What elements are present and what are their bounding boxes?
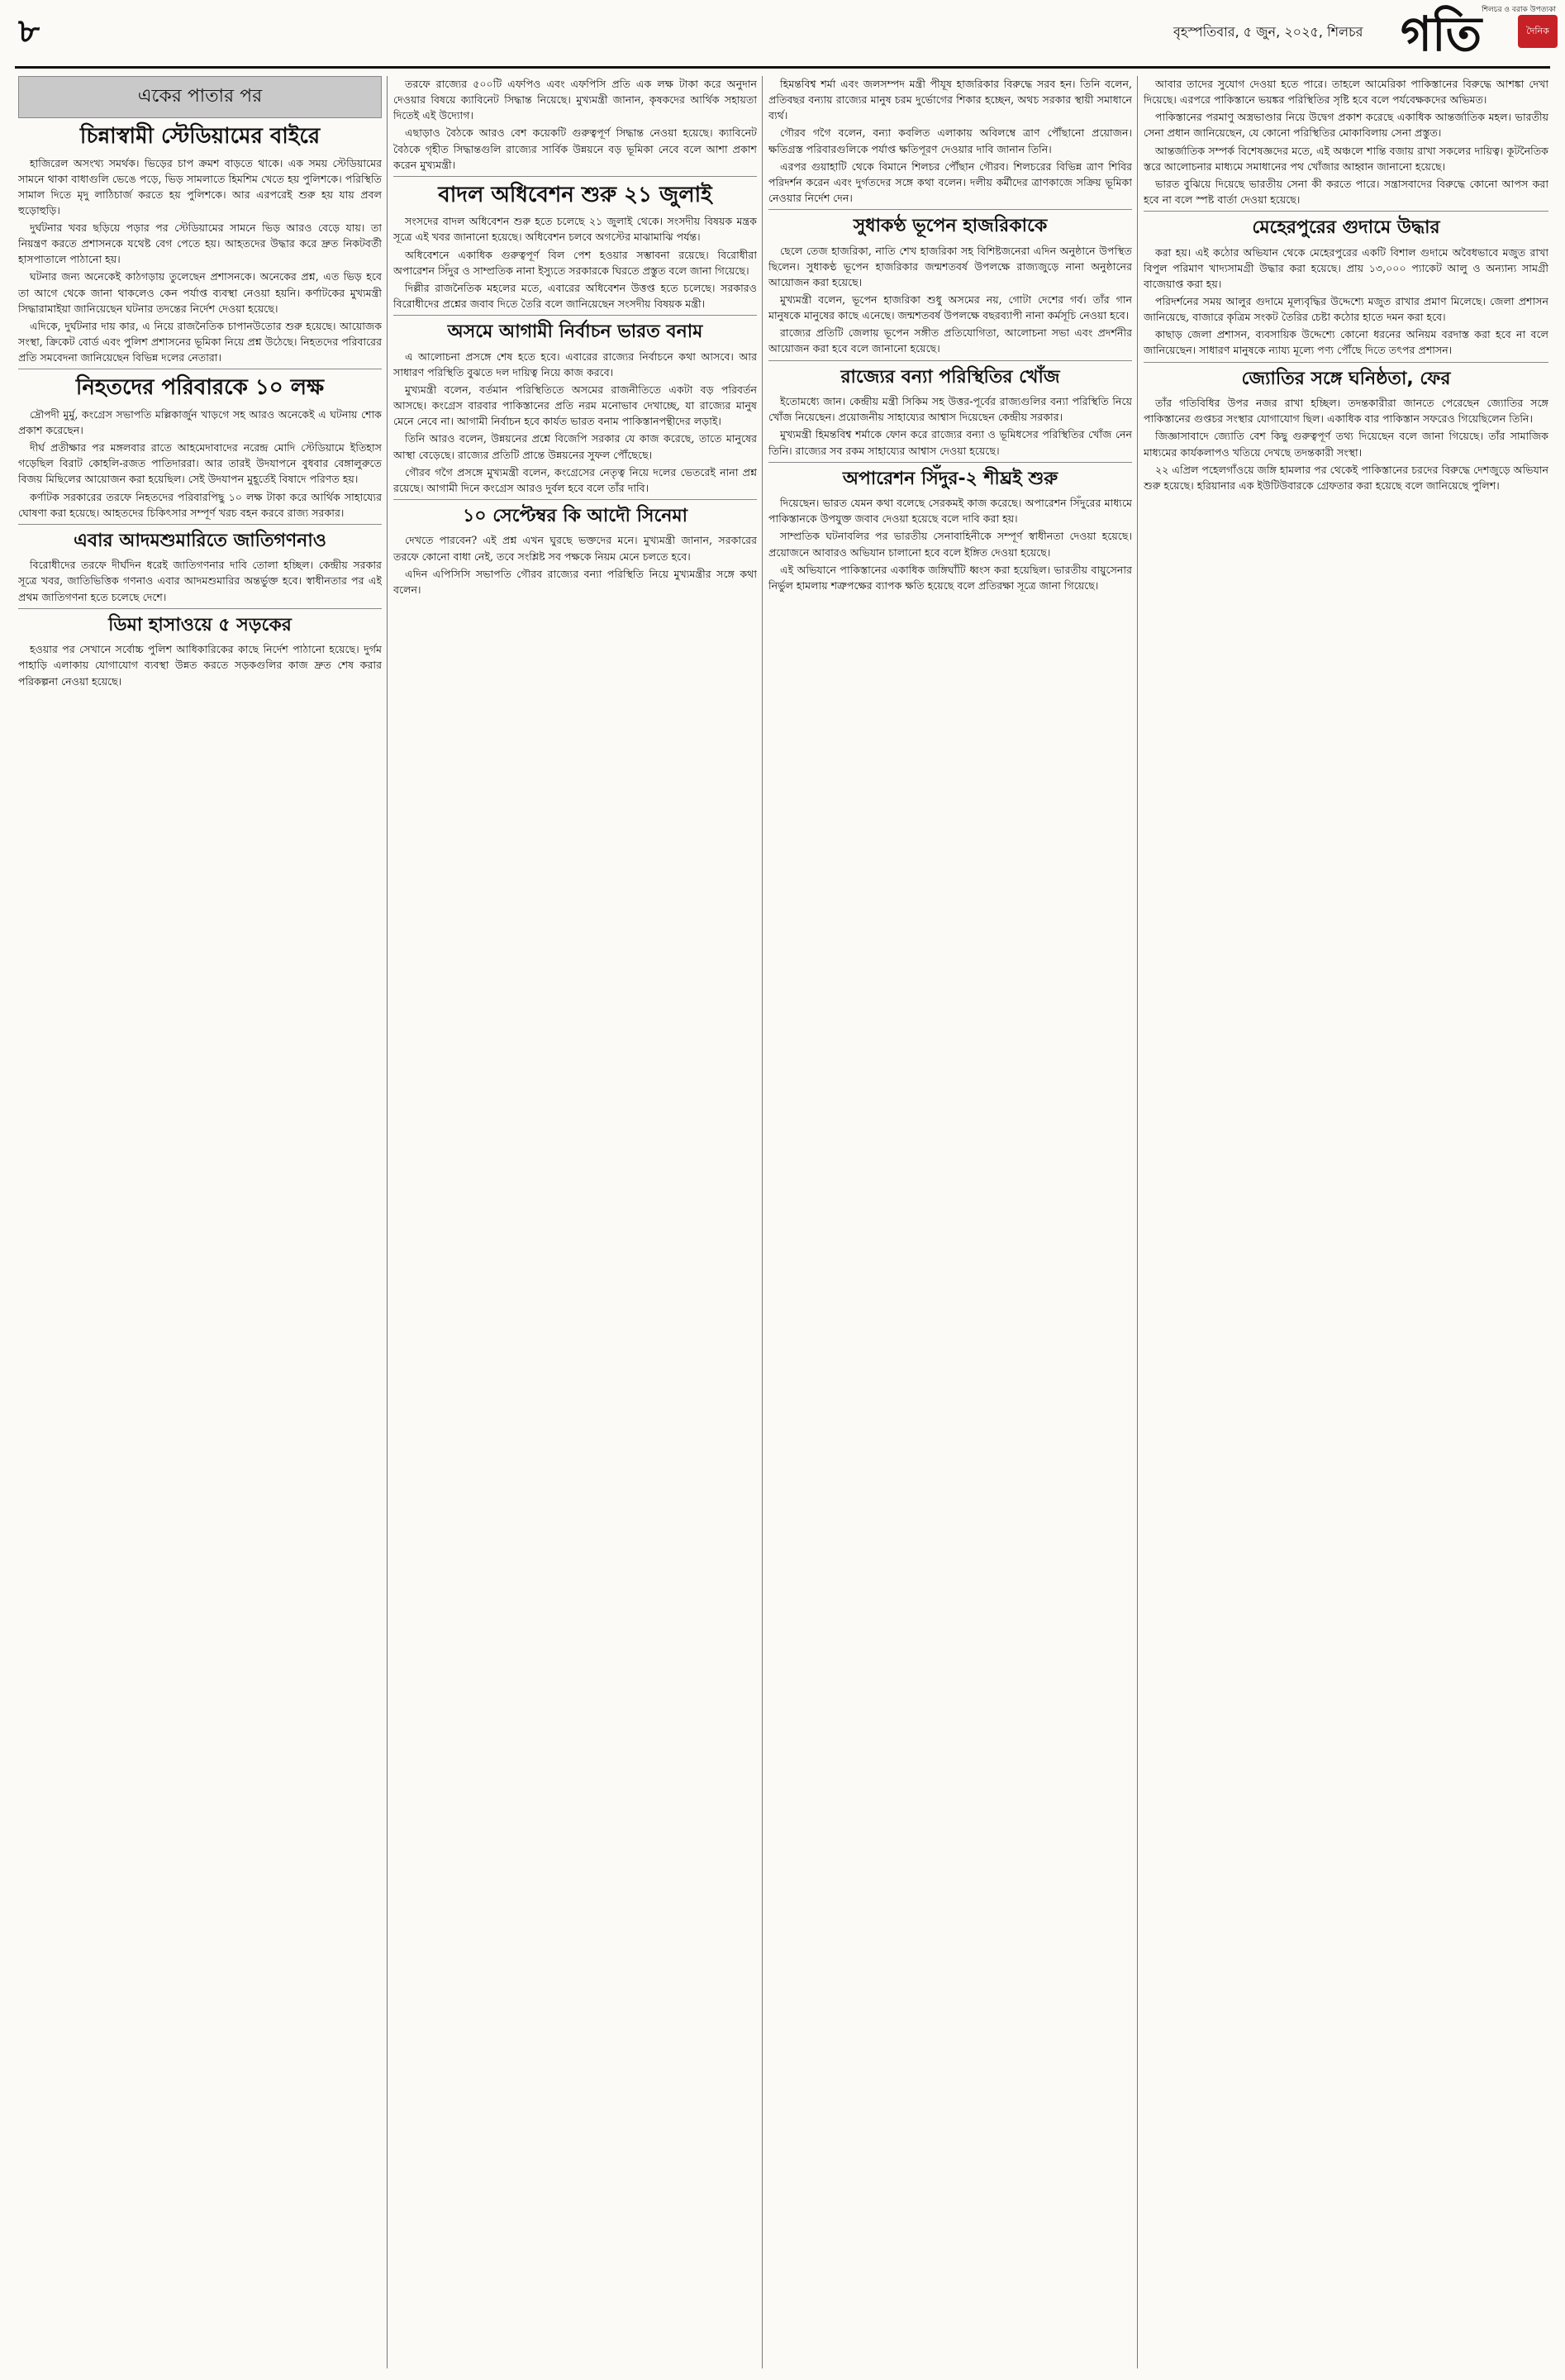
paragraph: ২২ এপ্রিল পহেলগাঁওয়ে জঙ্গি হামলার পর থেকেই পাকিস্তানের চরদের বিরুদ্ধে দেশজুড়ে অভিযান শুরু হয়েছে। হরিয়ানার এক ইউটিউবারকে গ্রেফতার করা হয়েছে বলে জানিয়েছে পুলিশ। xyxy=(1144,463,1548,492)
page-number: ৮ xyxy=(18,12,40,50)
paragraph: দিল্লীর রাজনৈতিক মহলের মতে, এবারের অধিবেশন উত্তপ্ত হতে চলেছে। সরকারও বিরোধীদের প্রশ্নের জবাব দিতে তৈরি বলে জানিয়েছেন সংসদীয় বিষয়ক মন্ত্রী। xyxy=(393,281,757,311)
paragraph: এরপর গুয়াহাটি থেকে বিমানে শিলচর পৌঁছান গৌরব। শিলচরের বিভিন্ন ত্রাণ শিবির পরিদর্শন করেন এবং দুর্গতদের সঙ্গে কথা বলেন। দলীয় কর্মীদের ত্রাণকাজে সক্রিয় ভূমিকা নেওয়ার নির্দেশ দেন। xyxy=(768,159,1132,204)
article-body xyxy=(768,76,1132,206)
paragraph: ভারত বুঝিয়ে দিয়েছে ভারতীয় সেনা কী করতে পারে। সন্ত্রাসবাদের বিরুদ্ধে কোনো আপস করা হবে না বলে স্পষ্ট বার্তা দেওয়া হয়েছে। xyxy=(1144,177,1548,206)
logo-tag: দৈনিক xyxy=(1518,15,1558,48)
headline: রাজ্যের বন্যা পরিস্থিতির খোঁজ xyxy=(840,366,1060,388)
paragraph: দ্রৌপদী মুর্মু, কংগ্রেস সভাপতি মল্লিকার্জুন খাড়গে সহ আরও অনেকেই এ ঘটনায় শোক প্রকাশ করেছেন। xyxy=(18,407,382,436)
paragraph: হিমন্তবিশ্ব শর্মা এবং জলসম্পদ মন্ত্রী পীযূষ হাজরিকার বিরুদ্ধে সরব হন। তিনি বলেন, প্রতিবছর বন্যায় রাজ্যের মানুষ চরম দুর্ভোগের শিকার হচ্ছেন, অথচ সরকার স্থায়ী সমাধানে ব্যর্থ। xyxy=(768,78,1132,122)
headline: মেহেরপুরের গুদামে উদ্ধার xyxy=(1252,217,1440,239)
paragraph: করা হয়। এই কঠোর অভিযান থেকে মেহেরপুরের একটি বিশাল গুদামে অবৈধভাবে মজুত রাখা বিপুল পরিমাণ খাদ্যসামগ্রী উদ্ধার করা হয়েছে। প্রায় ১৩,০০০ প্যাকেট আলু ও অন্যান্য সামগ্রী বাজেয়াপ্ত করা হয়। xyxy=(1144,245,1548,290)
section-label: একের পাতার পর xyxy=(18,76,382,118)
paragraph: ছেলে তেজ হাজরিকা, নাতি শেখ হাজরিকা সহ বিশিষ্টজনেরা এদিন অনুষ্ঠানে উপস্থিত ছিলেন। সুধাকণ্ঠ ভূপেন হাজরিকার জন্মশতবর্ষ উপলক্ষে রাজ্যজুড়ে নানা অনুষ্ঠানের আয়োজন করা হয়েছে। xyxy=(768,244,1132,288)
page-header xyxy=(0,0,1565,68)
paragraph: কর্ণাটক সরকারের তরফে নিহতদের পরিবারপিছু ১০ লক্ষ টাকা করে আর্থিক সাহায্যের ঘোষণা করা হয়েছে। আহতদের চিকিৎসার সম্পূর্ণ খরচ বহন করবে রাজ্য সরকার। xyxy=(18,490,382,519)
paragraph: পরিদর্শনের সময় আলুর গুদামে মূল্যবৃদ্ধির উদ্দেশ্যে মজুত রাখার প্রমাণ মিলেছে। জেলা প্রশাসন জানিয়েছে, বাজারে কৃত্রিম সংকট তৈরির চেষ্টা কঠোর হাতে দমন করা হবে। xyxy=(1144,295,1548,324)
paragraph: জিজ্ঞাসাবাদে জ্যোতি বেশ কিছু গুরুত্বপূর্ণ তথ্য দিয়েছেন বলে জানা গিয়েছে। তাঁর সামাজিক মাধ্যমের কার্যকলাপও খতিয়ে দেখছে তদন্তকারী সংস্থা। xyxy=(1144,430,1548,459)
paragraph: হাজিরেল অসংখ্য সমর্থক। ভিড়ের চাপ ক্রমশ বাড়তে থাকে। এক সময় স্টেডিয়ামের সামনে থাকা বাধাগুলি ভেঙে পড়ে, ভিড় সামলাতে হিমশিম খেতে হয় পুলিশকে। পরিস্থিতি সামাল দিতে মৃদু লাঠিচার্জ করতে হয় পুলিশকে। আর এরপরেই শুরু হয় যায় প্রবল হুড়োহুড়ি। xyxy=(18,156,382,217)
article-body xyxy=(18,641,382,688)
column-divider xyxy=(762,76,763,2368)
article-body xyxy=(18,557,382,604)
article-body xyxy=(393,532,757,597)
paragraph: দিয়েছেন। ভারত যেমন কথা বলেছে সেরকমই কাজ করেছে। অপারেশন সিঁদুরের মাধ্যমে পাকিস্তানকে উপযুক্ত জবাব দেওয়া হয়েছে বলে দাবি করা হয়। xyxy=(768,497,1132,526)
article-body xyxy=(393,213,757,312)
article-divider xyxy=(768,462,1132,463)
paragraph: দীর্ঘ প্রতীক্ষার পর মঙ্গলবার রাতে আহমেদাবাদের নরেন্দ্র মোদি স্টেডিয়ামে ইতিহাস গড়েছিল বিরাট কোহলি-রজত পাতিদাররা। আর তারই উদযাপনে বুধবার বেঙ্গালুরুতে বিজয় মিছিলের আয়োজন করা হয়েছিল। সেই উদযাপন মুহূর্তেই বিষাদে পরিণত হয়। xyxy=(18,441,382,486)
article-body xyxy=(393,349,757,496)
headline: নিহতদের পরিবারকে ১০ লক্ষ xyxy=(75,375,325,401)
article-body xyxy=(768,393,1132,459)
column-divider xyxy=(1137,76,1138,2368)
masthead-logo xyxy=(1401,5,1558,63)
paragraph: তাঁর গতিবিধির উপর নজর রাখা হচ্ছিল। তদন্তকারীরা জানতে পেরেছেন জ্যোতির সঙ্গে পাকিস্তানের গুপ্তচর সংস্থার যোগাযোগ ছিল। একাধিক বার পাকিস্তান সফরেও গিয়েছিলেন তিনি। xyxy=(1144,397,1548,426)
paragraph: ঘটনার জন্য অনেকেই কাঠগড়ায় তুলেছেন প্রশাসনকে। অনেকের প্রশ্ন, এত ভিড় হবে তা আগে থেকে জানা থাকলেও কেন পর্যাপ্ত ব্যবস্থা নেওয়া হয়নি। কর্ণাটকের মুখ্যমন্ত্রী সিদ্ধারামাইয়া জানিয়েছেন ঘটনার তদন্তের নির্দেশ দেওয়া হয়েছে। xyxy=(18,270,382,315)
paragraph: এদিকে, দুর্ঘটনার দায় কার, এ নিয়ে রাজনৈতিক চাপানউতোর শুরু হয়েছে। আয়োজক সংস্থা, ক্রিকেট বোর্ড এবং পুলিশ প্রশাসনের ভূমিকা নিয়ে প্রশ্ন উঠেছে। নিহতদের পরিবারের প্রতি সমবেদনা জানিয়েছেন বিভিন্ন দলের নেতারা। xyxy=(18,319,382,364)
paragraph: মুখ্যমন্ত্রী বলেন, বর্তমান পরিস্থিতিতে অসমের রাজনীতিতে একটা বড় পরিবর্তন আসছে। কংগ্রেস বারবার পাকিস্তানের প্রতি নরম মনোভাব দেখাচ্ছে, যা রাজ্যের মানুষ মেনে নেবে না। আগামী নির্বাচন হবে কার্যত ভারত বনাম পাকিস্তানপন্থীদের লড়াই। xyxy=(393,383,757,428)
headline: ডিমা হাসাওয়ে ৫ সড়কের xyxy=(108,614,292,635)
paragraph: এদিন এপিসিসি সভাপতি গৌরব রাজ্যের বন্যা পরিস্থিতি নিয়ে মুখ্যমন্ত্রীর সঙ্গে কথা বলেন। xyxy=(393,567,757,596)
column-4 xyxy=(1144,76,1548,2368)
column-1 xyxy=(18,76,382,2368)
paragraph: হওয়ার পর সেখানে সর্বোচ্চ পুলিশ আধিকারিকের কাছে নির্দেশ পাঠানো হয়েছে। দুর্গম পাহাড়ি এলাকায় যোগাযোগ ব্যবস্থা উন্নত করতে সড়কগুলির কাজ দ্রুত শেষ করার পরিকল্পনা নেওয়া হয়েছে। xyxy=(18,643,382,688)
article-divider xyxy=(768,360,1132,361)
paragraph: আবার তাদের সুযোগ দেওয়া হতে পারে। তাহলে আমেরিকা পাকিস্তানের বিরুদ্ধে আশঙ্কা দেখা দিয়েছে। এরপরে পাকিস্তানে ভয়ঙ্কর পরিস্থিতির সৃষ্টি হবে বলে পর্যবেক্ষকদের অভিমত। xyxy=(1144,78,1548,107)
column-2 xyxy=(393,76,757,2368)
paragraph: গৌরব গগৈ বলেন, বন্যা কবলিত এলাকায় অবিলম্বে ত্রাণ পৌঁছানো প্রয়োজন। ক্ষতিগ্রস্ত পরিবারগুলিকে পর্যাপ্ত ক্ষতিপূরণ দেওয়ার দাবি জানান তিনি। xyxy=(768,126,1132,155)
article-divider xyxy=(1144,211,1548,212)
headline: অপারেশন সিঁদুর-২ শীঘ্রই শুরু xyxy=(842,468,1058,489)
article-divider xyxy=(393,499,757,500)
logo-text: গতি xyxy=(1401,6,1482,62)
article-body xyxy=(1144,245,1548,359)
article-body xyxy=(393,76,757,173)
paragraph: মুখ্যমন্ত্রী বলেন, ভূপেন হাজরিকা শুধু অসমের নয়, গোটা দেশের গর্ব। তাঁর গান মানুষকে মানুষের কাছে এনেছে। জন্মশতবর্ষ উপলক্ষে বছরব্যাপী নানা কর্মসূচি নেওয়া হবে। xyxy=(768,293,1132,322)
paragraph: অধিবেশনে একাধিক গুরুত্বপূর্ণ বিল পেশ হওয়ার সম্ভাবনা রয়েছে। বিরোধীরা অপারেশন সিঁদুর ও সাম্প্রতিক নানা ইস্যুতে সরকারকে ঘিরতে প্রস্তুত বলে জানা গিয়েছে। xyxy=(393,248,757,277)
headline: ১০ সেপ্টেম্বর কি আদৌ সিনেমা xyxy=(462,505,688,526)
article-divider xyxy=(393,315,757,316)
headline: জ্যোতির সঙ্গে ঘনিষ্ঠতা, ফের xyxy=(1241,368,1451,389)
article-body xyxy=(18,155,382,366)
paragraph: মুখ্যমন্ত্রী হিমন্তবিশ্ব শর্মাকে ফোন করে রাজ্যের বন্যা ও ভূমিধসের পরিস্থিতির খোঁজ নেন তিনি। রাজ্যের সব রকম সাহায্যের আশ্বাস দেওয়া হয়েছে। xyxy=(768,428,1132,457)
headline: এবার আদমশুমারিতে জাতিগণনাও xyxy=(74,530,326,551)
paragraph: দেখতে পারবেন? এই প্রশ্ন এখন ঘুরছে ভক্তদের মনে। মুখ্যমন্ত্রী জানান, সরকারের তরফে কোনো বাধা নেই, তবে সংশ্লিষ্ট সব পক্ষকে নিয়ম মেনে চলতে হবে। xyxy=(393,534,757,563)
headline: চিন্নাস্বামী স্টেডিয়ামের বাইরে xyxy=(79,124,321,149)
article-body xyxy=(1144,395,1548,493)
article-body xyxy=(768,243,1132,357)
paragraph: বিরোধীদের তরফে দীর্ঘদিন ধরেই জাতিগণনার দাবি তোলা হচ্ছিল। কেন্দ্রীয় সরকার সূত্রে খবর, জাতিভিত্তিক গণনাও এবার আদমশুমারির অন্তর্ভুক্ত হবে। স্বাধীনতার পর এই প্রথম জাতিগণনা হতে চলেছে দেশে। xyxy=(18,559,382,603)
headline: বাদল অধিবেশন শুরু ২১ জুলাই xyxy=(438,182,712,207)
paragraph: এই অভিযানে পাকিস্তানের একাধিক জঙ্গিঘাঁটি ধ্বংস করা হয়েছিল। ভারতীয় বায়ুসেনার নির্ভুল হামলায় শত্রুপক্ষের ব্যাপক ক্ষতি হয়েছে বলে প্রতিরক্ষা সূত্রে জানা গিয়েছে। xyxy=(768,563,1132,592)
headline: অসমে আগামী নির্বাচন ভারত বনাম xyxy=(447,321,703,343)
article-body xyxy=(18,407,382,521)
article-divider xyxy=(393,176,757,177)
headline: সুধাকণ্ঠ ভূপেন হাজরিকাকে xyxy=(853,216,1048,237)
issue-date: বৃহস্পতিবার, ৫ জুন, ২০২৫, শিলচর xyxy=(1173,24,1363,40)
article-divider xyxy=(18,524,382,525)
paragraph: এ আলোচনা প্রসঙ্গে শেষ হতে হবে। এবারের রাজ্যের নির্বাচনে কথা আসবে। আর সাধারণ পরিস্থিতি বুঝতে দল দায়িত্ব নিয়ে কাজ করবে। xyxy=(393,350,757,378)
column-divider xyxy=(387,76,388,2368)
logo-slogan: শিলচর ও বরাক উপত্যকা xyxy=(1482,6,1556,14)
paragraph: সাম্প্রতিক ঘটনাবলির পর ভারতীয় সেনাবাহিনীকে সম্পূর্ণ স্বাধীনতা দেওয়া হয়েছে। প্রয়োজনে আবারও অভিযান চালানো হবে বলে ইঙ্গিত দেওয়া হয়েছে। xyxy=(768,530,1132,559)
article-body xyxy=(768,495,1132,593)
paragraph: কাছাড় জেলা প্রশাসন, ব্যবসায়িক উদ্দেশ্যে কোনো ধরনের অনিয়ম বরদাস্ত করা হবে না বলে জানিয়েছেন। সাধারণ মানুষকে ন্যায্য মূল্যে পণ্য পৌঁছে দিতে তৎপর প্রশাসন। xyxy=(1144,328,1548,357)
article-divider xyxy=(768,209,1132,210)
paragraph: তরফে রাজ্যের ৫০০টি এফপিও এবং এফপিসি প্রতি এক লক্ষ টাকা করে অনুদান দেওয়ার বিষয়ে ক্যাবিনেট সিদ্ধান্ত নিয়েছে। মুখ্যমন্ত্রী জানান, কৃষকদের আর্থিক সহায়তা দিতেই এই উদ্যোগ। xyxy=(393,78,757,122)
paragraph: সংসদের বাদল অধিবেশন শুরু হতে চলেছে ২১ জুলাই থেকে। সংসদীয় বিষয়ক মন্ত্রক সূত্রে এই খবর জানানো হয়েছে। অধিবেশন চলবে অগস্টের মাঝামাঝি পর্যন্ত। xyxy=(393,215,757,244)
paragraph: আন্তর্জাতিক সম্পর্ক বিশেষজ্ঞদের মতে, এই অঞ্চলে শান্তি বজায় রাখা সকলের দায়িত্ব। কূটনৈতিক স্তরে আলোচনার মাধ্যমে সমাধানের পথ খোঁজার আহ্বান জানানো হয়েছে। xyxy=(1144,144,1548,173)
article-divider xyxy=(18,608,382,609)
header-rule xyxy=(15,66,1550,69)
article-divider xyxy=(1144,362,1548,363)
paragraph: এছাড়াও বৈঠকে আরও বেশ কয়েকটি গুরুত্বপূর্ণ সিদ্ধান্ত নেওয়া হয়েছে। ক্যাবিনেট বৈঠকে গৃহীত সিদ্ধান্তগুলি রাজ্যের সার্বিক উন্নয়নে বড় ভূমিকা নেবে বলে আশা প্রকাশ করেন মুখ্যমন্ত্রী। xyxy=(393,126,757,171)
paragraph: রাজ্যের প্রতিটি জেলায় ভূপেন সঙ্গীত প্রতিযোগিতা, আলোচনা সভা এবং প্রদর্শনীর আয়োজন করা হবে বলে জানানো হয়েছে। xyxy=(768,326,1132,355)
paragraph: পাকিস্তানের পরমাণু অস্ত্রভাণ্ডার নিয়ে উদ্বেগ প্রকাশ করেছে একাধিক আন্তর্জাতিক মহল। ভারতীয় সেনা প্রধান জানিয়েছেন, যে কোনো পরিস্থিতির মোকাবিলায় সেনা প্রস্তুত। xyxy=(1144,111,1548,140)
article-body xyxy=(1144,76,1548,207)
paragraph: ইতোমধ্যে জান। কেন্দ্রীয় মন্ত্রী সিকিম সহ উত্তর-পূর্বের রাজ্যগুলির বন্যা পরিস্থিতি নিয়ে খোঁজ নিয়েছেন। প্রয়োজনীয় সাহায্যের আশ্বাস দিয়েছেন কেন্দ্রীয় সরকার। xyxy=(768,395,1132,424)
paragraph: দুর্ঘটনার খবর ছড়িয়ে পড়ার পর স্টেডিয়ামের সামনে ভিড় আরও বেড়ে যায়। তা নিয়ন্ত্রণ করতে প্রশাসনকে যথেষ্ট বেগ পেতে হয়। আহতদের উদ্ধার করে দ্রুত নিকটবর্তী হাসপাতালে পাঠানো হয়। xyxy=(18,221,382,266)
paragraph: গৌরব গগৈ প্রসঙ্গে মুখ্যমন্ত্রী বলেন, কংগ্রেসের নেতৃত্ব নিয়ে দলের ভেতরেই নানা প্রশ্ন রয়েছে। আগামী দিনে কংগ্রেস আরও দুর্বল হবে বলে তাঁর দাবি। xyxy=(393,465,757,494)
column-3 xyxy=(768,76,1132,2368)
paragraph: তিনি আরও বলেন, উন্নয়নের প্রশ্নে বিজেপি সরকার যে কাজ করেছে, তাতে মানুষের আস্থা বেড়েছে। রাজ্যের প্রতিটি প্রান্তে উন্নয়নের সুফল পৌঁছেছে। xyxy=(393,432,757,461)
